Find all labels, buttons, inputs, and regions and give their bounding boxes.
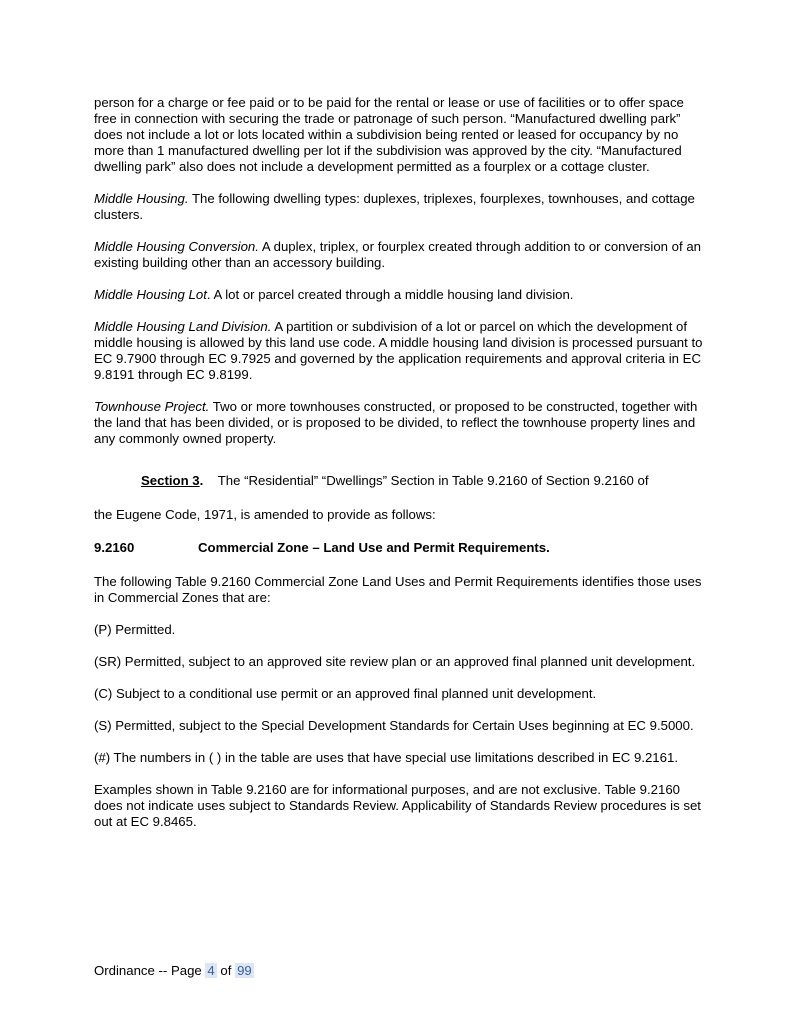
- closing-paragraph: Examples shown in Table 9.2160 are for informational purposes, and are not exclusive. Table 9.2160 does not indicate uses subject to Standards Review. Applicability of Standards Review procedures is set out at EC 9.8465.: [94, 782, 701, 829]
- section-3-dot: .: [199, 473, 204, 488]
- definition-text: A partition or subdivision of a lot or parcel on which the development of middle housing is allowed by this land use code. A middle housing land division is processed pursuant to EC 9.7900 through EC 9.7925 and governed by the application requirements and approval criteria in EC 9.8191 through EC 9.8199.: [94, 319, 703, 382]
- footer-page-number: 4: [207, 963, 215, 978]
- definition-middle-housing-conversion: [94, 239, 706, 271]
- page-footer: [94, 963, 254, 979]
- section-3-continuation: the Eugene Code, 1971, is amended to provide as follows:: [94, 507, 436, 522]
- paragraph-manufactured-dwelling-park: person for a charge or fee paid or to be paid for the rental or lease or use of facilities or to offer space free in connection with securing the trade or patronage of such person. “Manufactured dwelling park” does not include a lot or lots located within a subdivision being rented or leased for occupancy by no more than 1 manufactured dwelling per lot if the subdivision was approved by the city. “Manufactured dwelling park” also does not include a development permitted as a fourplex or a cottage cluster.: [94, 95, 684, 174]
- definition-middle-housing: [94, 191, 706, 223]
- intro-paragraph: The following Table 9.2160 Commercial Zone Land Uses and Permit Requirements identifies those uses in Commercial Zones that are:: [94, 574, 702, 605]
- definition-term: Townhouse Project.: [94, 399, 210, 414]
- definition-middle-housing-land-division: [94, 319, 706, 383]
- code-special-standards: (S) Permitted, subject to the Special Development Standards for Certain Uses beginning at EC 9.5000.: [94, 718, 694, 733]
- section-3-label: Section 3: [141, 473, 200, 488]
- code-site-review: (SR) Permitted, subject to an approved site review plan or an approved final planned unit development.: [94, 654, 696, 669]
- definition-term: Middle Housing Land Division.: [94, 319, 272, 334]
- definition-text: The following dwelling types: duplexes, triplexes, fourplexes, townhouses, and cottage clusters.: [94, 191, 695, 222]
- definition-term: Middle Housing Lot: [94, 287, 207, 302]
- definition-term: Middle Housing Conversion.: [94, 239, 259, 254]
- definition-text: . A lot or parcel created through a middle housing land division.: [206, 287, 574, 302]
- section-3-text: The “Residential” “Dwellings” Section in Table 9.2160 of Section 9.2160 of: [203, 473, 649, 488]
- definition-middle-housing-lot: [94, 287, 706, 303]
- definition-term: Middle Housing.: [94, 191, 189, 206]
- code-permitted: (P) Permitted.: [94, 622, 176, 637]
- code-special-limitations: (#) The numbers in ( ) in the table are uses that have special use limitations described in EC 9.2161.: [94, 750, 678, 765]
- footer-total-pages: 99: [237, 963, 252, 978]
- definition-townhouse-project: [94, 399, 706, 447]
- section-heading: [94, 540, 706, 556]
- code-conditional: (C) Subject to a conditional use permit or an approved final planned unit development.: [94, 686, 597, 701]
- definition-text: Two or more townhouses constructed, or proposed to be constructed, together with the land that has been divided, or is proposed to be divided, to reflect the townhouse property lines and any commonly owned property.: [94, 399, 698, 446]
- document-page: [94, 95, 706, 846]
- footer-prefix: Ordinance -- Page: [94, 963, 206, 978]
- footer-of: of: [216, 963, 236, 978]
- section-3-intro: [94, 473, 706, 489]
- section-title: Commercial Zone – Land Use and Permit Requirements.: [198, 540, 550, 555]
- section-number: 9.2160: [94, 540, 135, 555]
- definition-text: A duplex, triplex, or fourplex created through addition to or conversion of an existing building other than an accessory building.: [94, 239, 701, 270]
